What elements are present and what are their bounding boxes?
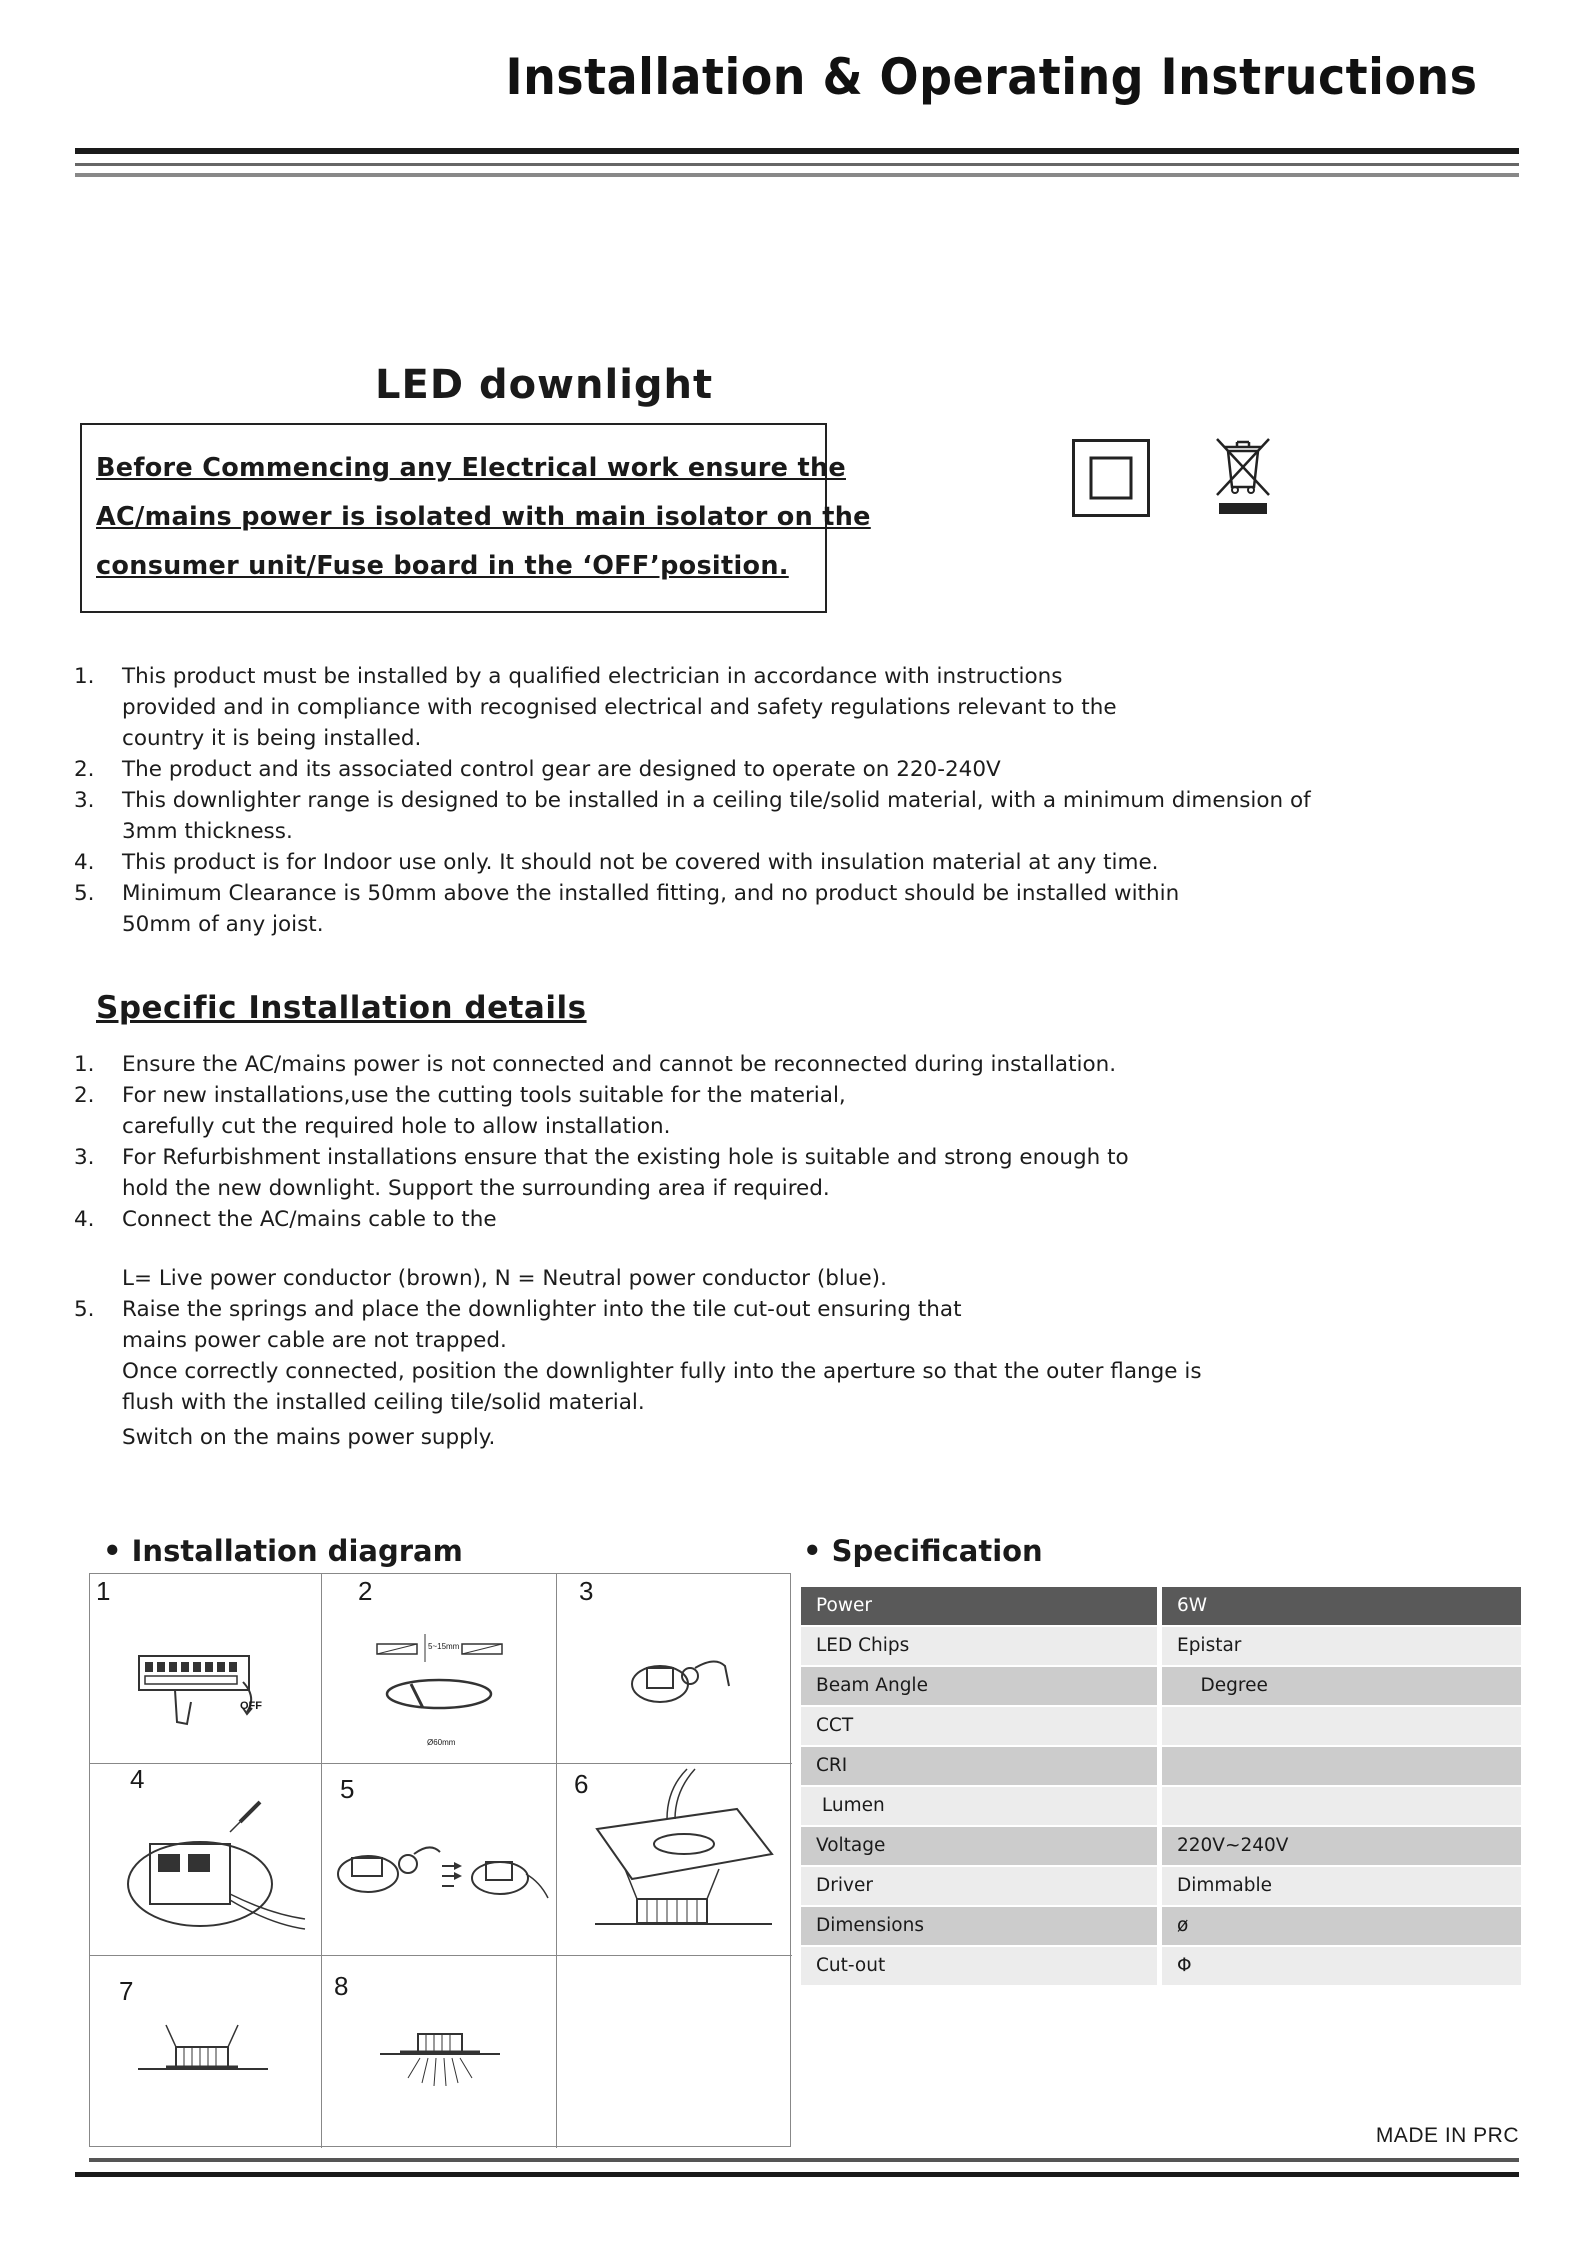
wiring-connection-illustration	[625, 1646, 735, 1716]
list-item	[74, 1294, 1202, 1453]
list-number: 2.	[74, 1083, 95, 1108]
step-number: 1	[96, 1576, 111, 1606]
header-rule-thin-1	[75, 163, 1519, 166]
list-text: The product and its associated control gear are designed to operate on 220-240V	[122, 757, 1001, 782]
list-item	[74, 1080, 1202, 1142]
list-text: mains power cable are not trapped.	[122, 1328, 507, 1353]
diagram-step-8	[322, 1956, 557, 2148]
list-number: 5.	[74, 1297, 95, 1322]
list-text: L= Live power conductor (brown), N = Neutral power conductor (blue).	[122, 1266, 887, 1291]
list-text: Connect the AC/mains cable to the	[122, 1207, 497, 1232]
specification-table	[801, 1586, 1521, 1986]
step-number: 7	[119, 1976, 134, 2006]
list-text: Minimum Clearance is 50mm above the installed fitting, and no product should be installed within	[122, 881, 1180, 906]
gap-label: 5~15mm	[428, 1642, 460, 1651]
off-label: OFF	[240, 1700, 262, 1712]
list-item	[74, 1263, 1202, 1294]
spec-key: Driver	[801, 1867, 1157, 1905]
installation-diagram-grid	[89, 1573, 791, 2147]
spec-value: ø	[1162, 1907, 1521, 1945]
spec-key: Beam Angle	[801, 1667, 1157, 1705]
list-number: 5.	[74, 881, 95, 906]
spec-row	[801, 1946, 1521, 1986]
cutout-label: Ø60mm	[427, 1738, 456, 1747]
spec-row	[801, 1826, 1521, 1866]
specific-installation-heading: Specific Installation details	[96, 990, 587, 1026]
made-in-label: MADE IN PRC	[1375, 2124, 1519, 2147]
list-item	[74, 754, 1311, 785]
spec-key: Lumen	[801, 1787, 1157, 1825]
footer-rule-thin	[89, 2158, 1519, 2162]
class-ii-double-square-icon	[1072, 439, 1150, 517]
list-item	[74, 785, 1311, 847]
spec-value: Dimmable	[1162, 1867, 1521, 1905]
list-text: This downlighter range is designed to be installed in a ceiling tile/solid material, with a minimum dimension of	[122, 788, 1311, 813]
list-number: 4.	[74, 1207, 95, 1232]
spec-row	[801, 1586, 1521, 1626]
list-text: Switch on the mains power supply.	[122, 1425, 496, 1450]
safety-warning-box	[80, 423, 871, 613]
list-text: hold the new downlight. Support the surrounding area if required.	[122, 1176, 830, 1201]
list-text: flush with the installed ceiling tile/solid material.	[122, 1390, 645, 1415]
weee-crossed-bin-icon	[1213, 437, 1273, 519]
diagram-step-2	[322, 1574, 557, 1764]
list-number: 3.	[74, 1145, 95, 1170]
spec-key: LED Chips	[801, 1627, 1157, 1665]
list-text: 3mm thickness.	[122, 819, 293, 844]
spec-key: Voltage	[801, 1827, 1157, 1865]
spec-value: Epistar	[1162, 1627, 1521, 1665]
spec-value: Degree	[1162, 1667, 1521, 1705]
step-number: 5	[340, 1774, 355, 1804]
diagram-step-3	[557, 1574, 792, 1764]
spec-row	[801, 1666, 1521, 1706]
spec-key: Power	[801, 1587, 1157, 1625]
step-number: 2	[358, 1576, 373, 1606]
list-item	[74, 878, 1311, 940]
list-text: Raise the springs and place the downlighter into the tile cut-out ensuring that	[122, 1297, 962, 1322]
spec-row	[801, 1866, 1521, 1906]
downlight-fitted-illustration	[138, 2021, 268, 2081]
spec-row	[801, 1626, 1521, 1666]
diagram-step-6	[557, 1764, 792, 1956]
tile-fitting-illustration	[587, 1769, 777, 1949]
list-text: carefully cut the required hole to allow installation.	[122, 1114, 671, 1139]
step-number: 8	[334, 1971, 349, 2001]
list-text: Once correctly connected, position the downlighter fully into the aperture so that the outer flange is	[122, 1359, 1202, 1384]
list-item	[74, 1142, 1202, 1204]
list-item	[74, 1204, 1202, 1235]
list-text: For Refurbishment installations ensure that the existing hole is suitable and strong enough to	[122, 1145, 1129, 1170]
list-text: This product must be installed by a qualified electrician in accordance with instructions	[122, 664, 1063, 689]
spec-row	[801, 1706, 1521, 1746]
diagram-step-7	[90, 1956, 322, 2148]
general-instructions-list	[74, 661, 1311, 940]
spec-key: Cut-out	[801, 1947, 1157, 1985]
diagram-step-1	[90, 1574, 322, 1764]
spec-value: 6W	[1162, 1587, 1521, 1625]
diagram-step-5	[322, 1764, 557, 1956]
warning-line: consumer unit/Fuse board in the ‘OFF’position.	[96, 551, 789, 581]
list-number: 3.	[74, 788, 95, 813]
spec-key: Dimensions	[801, 1907, 1157, 1945]
spec-key: CCT	[801, 1707, 1157, 1745]
step-number: 3	[579, 1576, 594, 1606]
list-item	[74, 847, 1311, 878]
list-text: This product is for Indoor use only. It should not be covered with insulation material at any time.	[122, 850, 1159, 875]
step-number: 6	[574, 1769, 589, 1799]
header-rule-thin-2	[75, 173, 1519, 177]
footer-rule-thick	[75, 2172, 1519, 2177]
spec-row	[801, 1746, 1521, 1786]
product-title: LED downlight	[375, 362, 714, 408]
breaker-off-illustration	[135, 1642, 265, 1732]
installation-diagram-heading: • Installation diagram	[103, 1534, 463, 1568]
spring-insertion-illustration	[330, 1824, 552, 1914]
document-title: Installation & Operating Instructions	[505, 48, 1477, 106]
list-item	[74, 661, 1311, 754]
spec-row	[801, 1906, 1521, 1946]
specification-heading: • Specification	[803, 1534, 1043, 1568]
list-text: For new installations,use the cutting tools suitable for the material,	[122, 1083, 846, 1108]
list-number: 4.	[74, 850, 95, 875]
header-rule-thick	[75, 148, 1519, 154]
warning-line: AC/mains power is isolated with main isolator on the	[96, 502, 871, 532]
list-item	[74, 1049, 1202, 1080]
list-text: provided and in compliance with recognised electrical and safety regulations relevant to the	[122, 695, 1117, 720]
spec-value	[1162, 1787, 1521, 1825]
specific-installation-list	[74, 1049, 1202, 1453]
spec-value: 220V~240V	[1162, 1827, 1521, 1865]
driver-wiring-illustration	[110, 1784, 310, 1954]
warning-line: Before Commencing any Electrical work ensure the	[96, 453, 846, 483]
step-number: 4	[130, 1764, 145, 1794]
list-text: country it is being installed.	[122, 726, 422, 751]
list-text: 50mm of any joist.	[122, 912, 324, 937]
spec-value	[1162, 1707, 1521, 1745]
spec-value: Φ	[1162, 1947, 1521, 1985]
list-number: 1.	[74, 1052, 95, 1077]
spec-key: CRI	[801, 1747, 1157, 1785]
list-number: 1.	[74, 664, 95, 689]
diagram-step-empty	[557, 1956, 792, 2148]
list-text: Ensure the AC/mains power is not connected and cannot be reconnected during installation.	[122, 1052, 1117, 1077]
diagram-step-4	[90, 1764, 322, 1956]
spec-row	[801, 1786, 1521, 1826]
list-number: 2.	[74, 757, 95, 782]
spec-value	[1162, 1747, 1521, 1785]
light-on-illustration	[380, 2028, 500, 2098]
